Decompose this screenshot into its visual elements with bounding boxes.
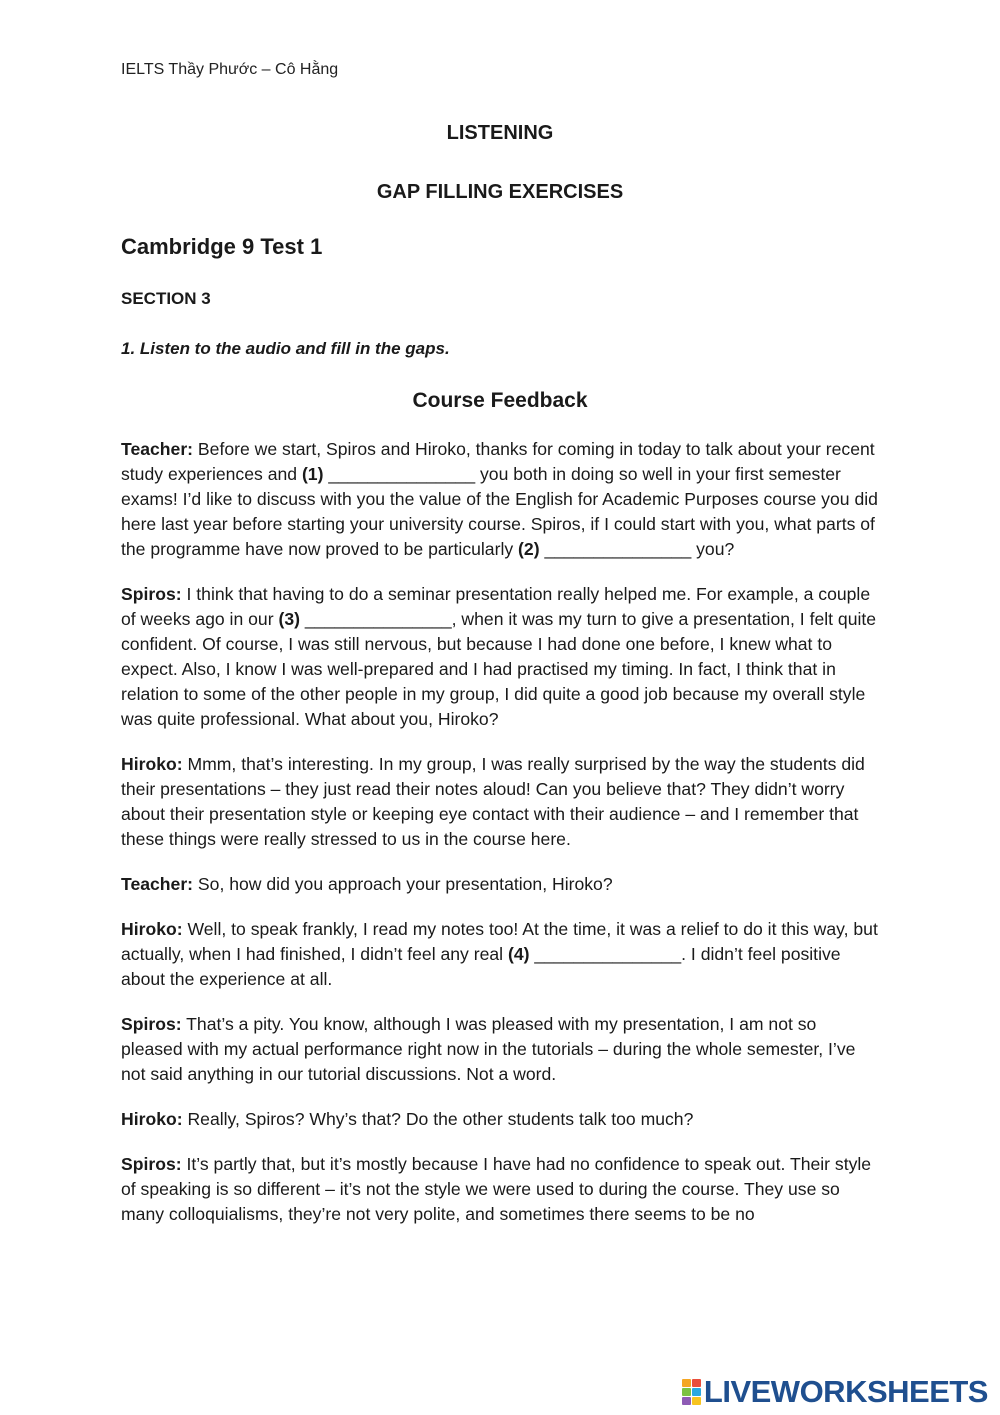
dialogue-text: It’s partly that, but it’s mostly because I have had no confidence to speak out. Their style of speaking is so different – it’s not the style we were used to during the course. They use so many colloquialisms, they’re not very polite, and sometimes there seems to be no	[121, 1154, 872, 1224]
dialogue-turn	[121, 582, 881, 732]
dialogue-text: Really, Spiros? Why’s that? Do the other students talk too much?	[182, 1109, 694, 1129]
logo-block-icon	[692, 1388, 701, 1396]
logo-block-icon	[692, 1397, 701, 1405]
page-title-listening: LISTENING	[446, 122, 554, 144]
gap-number-4: (4)	[507, 944, 530, 964]
gap-number-3: (3)	[278, 609, 300, 629]
gap-blank-2[interactable]: _______________	[544, 539, 692, 559]
gap-blank-1[interactable]: _______________	[328, 464, 476, 484]
gap-number-1: (1)	[301, 464, 324, 484]
speaker-label: Teacher:	[121, 874, 194, 894]
gap-blank-3[interactable]: _______________	[304, 609, 452, 629]
logo-text: LIVEWORKSHEETS	[703, 1374, 988, 1409]
course-title: Course Feedback	[412, 389, 588, 412]
dialogue-turn	[121, 917, 881, 992]
dialogue-turn	[121, 1012, 881, 1087]
dialogue-text: I think that having to do a seminar presentation really helped me. For example, a couple of weeks ago in our	[121, 584, 871, 629]
dialogue-text: , when it was my turn to give a presentation, I felt quite confident. Of course, I was still nervous, but because I had done one before, I knew what to expect. Also, I know I was well-prepared and I had practised my timing. In fact, I think that in relation to some of the other people in my group, I did quite a good job because my overall style was quite professional. What about you, Hiroko?	[121, 609, 877, 729]
dialogue-text: Well, to speak frankly, I read my notes too! At the time, it was a relief to do it this way, but actually, when I had finished, I didn’t feel any real	[121, 919, 878, 964]
speaker-label: Teacher:	[121, 439, 194, 459]
dialogue-turn	[121, 1152, 881, 1227]
dialogue-text: you both in doing so well in your first semester exams! I’d like to discuss with you the value of the English for Academic Purposes course you did here last year before starting your university course. Spiros, if I could start with you, what parts of the programme have now proved to be particularly	[121, 464, 878, 559]
speaker-label: Hiroko:	[121, 919, 183, 939]
logo-block-icon	[682, 1397, 691, 1405]
dialogue	[121, 437, 881, 1247]
dialogue-turn	[121, 872, 881, 897]
gap-number-2: (2)	[518, 539, 540, 559]
test-name: Cambridge 9 Test 1	[121, 234, 323, 259]
dialogue-turn	[121, 752, 881, 852]
logo-block-icon	[682, 1388, 691, 1396]
page-title-gap-filling: GAP FILLING EXERCISES	[376, 181, 624, 203]
speaker-label: Hiroko:	[121, 1109, 183, 1129]
gap-blank-4[interactable]: _______________	[534, 944, 682, 964]
dialogue-turn	[121, 1107, 881, 1132]
instruction: 1. Listen to the audio and fill in the gaps.	[121, 339, 450, 358]
logo-block-icon	[682, 1379, 691, 1387]
dialogue-text: Before we start, Spiros and Hiroko, thanks for coming in today to talk about your recent study experiences and	[121, 439, 875, 484]
liveworksheets-logo-icon	[682, 1379, 701, 1405]
dialogue-text: That’s a pity. You know, although I was pleased with my presentation, I am not so pleased with my actual performance right now in the tutorials – during the whole semester, I’ve not said anything in our tutorial discussions. Not a word.	[121, 1014, 856, 1084]
speaker-label: Spiros:	[121, 1014, 182, 1034]
dialogue-turn	[121, 437, 881, 562]
dialogue-text: you?	[691, 539, 735, 559]
dialogue-text: Mmm, that’s interesting. In my group, I was really surprised by the way the students did their presentations – they just read their notes aloud! Can you believe that? They didn’t worry about their presentation style or keeping eye contact with their audience – and I remember that these things were really stressed to us in the course here.	[121, 754, 865, 849]
speaker-label: Spiros:	[121, 584, 182, 604]
header-note: IELTS Thầy Phước – Cô Hằng	[121, 61, 339, 78]
logo-block-icon	[692, 1379, 701, 1387]
dialogue-text: So, how did you approach your presentation, Hiroko?	[193, 874, 613, 894]
speaker-label: Spiros:	[121, 1154, 182, 1174]
dialogue-text: . I didn’t feel positive about the experience at all.	[121, 944, 841, 989]
speaker-label: Hiroko:	[121, 754, 183, 774]
section-label: SECTION 3	[121, 289, 211, 308]
liveworksheets-logo[interactable]	[682, 1374, 988, 1410]
